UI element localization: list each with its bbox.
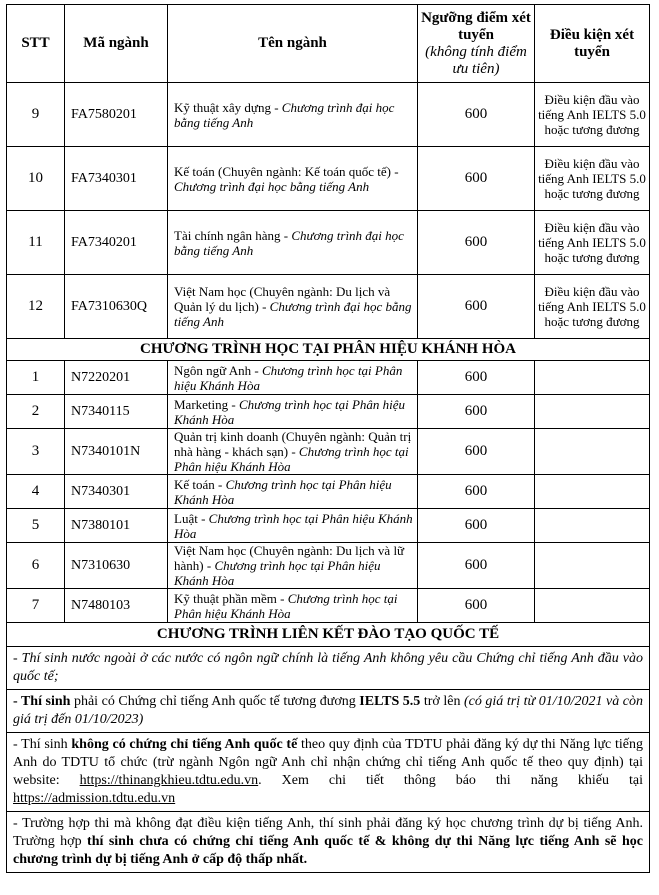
row-name	[168, 429, 418, 475]
header-condition: Điều kiện xét tuyển	[535, 5, 650, 83]
table-row	[7, 147, 650, 211]
table-row	[7, 211, 650, 275]
row-name-program: Chương trình đại học bằng tiếng Anh	[174, 99, 395, 130]
row-condition	[535, 361, 650, 395]
row-score: 600	[418, 475, 535, 509]
note-ielts-d: trở lên	[420, 694, 464, 709]
note-exam-c: theo quy định của TDTU phải đăng ký dự thi Năng lực tiếng Anh do TDTU tổ chức (trừ ngành Ngôn ngữ Anh chỉ nhận chứng chỉ tiếng Anh quốc tế theo quy định) tại website:	[13, 737, 643, 788]
row-name-text: Kỹ thuật xây dựng -	[174, 99, 282, 115]
row-code: FA7340301	[65, 147, 168, 211]
row-condition: Điều kiện đầu vào tiếng Anh IELTS 5.0 hoặc tương đương	[535, 211, 650, 275]
note-prep	[7, 812, 650, 873]
row-score: 600	[418, 509, 535, 543]
row-name	[168, 475, 418, 509]
notes-row-2	[7, 690, 650, 733]
row-name	[168, 543, 418, 589]
row-name-text: Việt Nam học (Chuyên ngành: Du lịch và Quản lý du lịch) -	[174, 284, 391, 314]
table-row	[7, 589, 650, 623]
row-stt: 1	[7, 361, 65, 395]
row-condition: Điều kiện đầu vào tiếng Anh IELTS 5.0 hoặc tương đương	[535, 147, 650, 211]
notes-row-1	[7, 647, 650, 690]
row-stt: 2	[7, 395, 65, 429]
row-code: N7480103	[65, 589, 168, 623]
row-score: 600	[418, 589, 535, 623]
table-row	[7, 275, 650, 339]
header-score-main: Ngưỡng điểm xét tuyển	[421, 9, 531, 43]
section-row-khanhhoa	[7, 339, 650, 361]
row-score: 600	[418, 83, 535, 147]
section-title-intl: CHƯƠNG TRÌNH LIÊN KẾT ĐÀO TẠO QUỐC TẾ	[7, 623, 650, 647]
note-ielts	[7, 690, 650, 733]
row-name-program: Chương trình học tại Phân hiệu Khánh Hòa	[174, 590, 398, 621]
row-name-program: Chương trình học tại Phân hiệu Khánh Hòa	[174, 558, 381, 588]
header-stt: STT	[7, 5, 65, 83]
row-condition	[535, 475, 650, 509]
row-stt: 6	[7, 543, 65, 589]
row-condition: Điều kiện đầu vào tiếng Anh IELTS 5.0 hoặc tương đương	[535, 275, 650, 339]
row-code: N7310630	[65, 543, 168, 589]
row-code: N7380101	[65, 509, 168, 543]
header-row	[7, 5, 650, 83]
row-score: 600	[418, 147, 535, 211]
row-condition	[535, 589, 650, 623]
table-row	[7, 543, 650, 589]
row-stt: 3	[7, 429, 65, 475]
row-name-text: Kỹ thuật phần mềm -	[174, 590, 288, 606]
row-condition	[535, 429, 650, 475]
header-score-note: (không tính điểm ưu tiên)	[425, 43, 527, 77]
row-score: 600	[418, 275, 535, 339]
row-condition: Điều kiện đầu vào tiếng Anh IELTS 5.0 hoặc tương đương	[535, 83, 650, 147]
note-exam-d: . Xem chi tiết thông báo thi năng khiếu tại	[258, 773, 643, 788]
row-score: 600	[418, 361, 535, 395]
link-thinangkhieu[interactable]: https://thinangkhieu.tdtu.edu.vn	[79, 773, 259, 788]
row-name-text: Ngôn ngữ Anh -	[174, 362, 262, 378]
row-code: FA7340201	[65, 211, 168, 275]
table-row	[7, 509, 650, 543]
row-name-program: Chương trình học tại Phân hiệu Khánh Hòa	[174, 396, 406, 427]
row-code: N7340101N	[65, 429, 168, 475]
section-row-intl	[7, 623, 650, 647]
khanhhoa-rows	[7, 361, 650, 623]
row-name	[168, 147, 418, 211]
table-row	[7, 83, 650, 147]
row-name-program: Chương trình đại học bằng tiếng Anh	[174, 299, 412, 329]
note-ielts-e: (có giá trị từ 01/10/2021 và còn giá trị đến 01/10/2023)	[13, 694, 643, 727]
note-ielts-a: - Thí sinh	[13, 694, 71, 709]
row-score: 600	[418, 543, 535, 589]
row-name	[168, 509, 418, 543]
table-row	[7, 429, 650, 475]
row-name-program: Chương trình học tại Phân hiệu Khánh Hòa	[174, 444, 409, 474]
header-name: Tên ngành	[168, 5, 418, 83]
row-name-text: Kế toán -	[174, 476, 226, 492]
note-prep-b: thí sinh chưa có chứng chỉ tiếng Anh quốc tế & không dự thi Năng lực tiếng Anh sẽ học chương trình dự bị tiếng Anh ở cấp độ thấp nhất.	[13, 834, 643, 867]
row-name-text: Quản trị kinh doanh (Chuyên ngành: Quản trị nhà hàng - khách sạn) -	[174, 429, 412, 459]
note-prep-a: - Trường hợp thi mà không đạt điều kiện tiếng Anh, thí sinh phải đăng ký học chương trình dự bị tiếng Anh. Trường hợp	[13, 816, 643, 849]
row-score: 600	[418, 211, 535, 275]
row-name	[168, 395, 418, 429]
row-stt: 9	[7, 83, 65, 147]
row-name-program: Chương trình đại học bằng tiếng Anh	[174, 227, 404, 258]
row-name-program: Chương trình học tại Phân hiệu Khánh Hòa	[174, 362, 403, 393]
row-name	[168, 361, 418, 395]
row-name-program: - Chương trình đại học bằng tiếng Anh	[174, 163, 399, 194]
row-stt: 5	[7, 509, 65, 543]
header-code: Mã ngành	[65, 5, 168, 83]
row-name-text: Luật -	[174, 510, 209, 526]
row-condition	[535, 395, 650, 429]
notes-row-4	[7, 812, 650, 873]
row-code: FA7310630Q	[65, 275, 168, 339]
row-stt: 7	[7, 589, 65, 623]
section-title-khanhhoa: CHƯƠNG TRÌNH HỌC TẠI PHÂN HIỆU KHÁNH HÒA	[7, 339, 650, 361]
row-stt: 4	[7, 475, 65, 509]
row-code: N7340301	[65, 475, 168, 509]
table-row	[7, 475, 650, 509]
link-admission[interactable]: https://admission.tdtu.edu.vn	[13, 791, 176, 806]
note-exam-a: - Thí sinh	[13, 737, 72, 752]
row-name-program: Chương trình học tại Phân hiệu Khánh Hòa	[174, 510, 413, 541]
row-name-program: Chương trình học tại Phân hiệu Khánh Hòa	[174, 476, 392, 507]
notes-row-3	[7, 733, 650, 812]
header-score	[418, 5, 535, 83]
row-name	[168, 83, 418, 147]
main-rows	[7, 83, 650, 339]
note-ielts-c: IELTS 5.5	[359, 694, 421, 709]
admission-table	[6, 4, 650, 873]
row-score: 600	[418, 395, 535, 429]
row-condition	[535, 543, 650, 589]
table-row	[7, 361, 650, 395]
note-ielts-b: phải có Chứng chỉ tiếng Anh quốc tế tương đương	[70, 694, 360, 709]
row-name	[168, 275, 418, 339]
row-stt: 12	[7, 275, 65, 339]
row-code: N7220201	[65, 361, 168, 395]
note-exam-b: không có chứng chỉ tiếng Anh quốc tế	[71, 737, 298, 752]
row-stt: 11	[7, 211, 65, 275]
row-name-text: Kế toán (Chuyên ngành: Kế toán quốc tế)	[174, 163, 395, 179]
row-name	[168, 589, 418, 623]
row-condition	[535, 509, 650, 543]
row-code: FA7580201	[65, 83, 168, 147]
row-name	[168, 211, 418, 275]
row-score: 600	[418, 429, 535, 475]
row-name-text: Tài chính ngân hàng -	[174, 227, 292, 243]
row-code: N7340115	[65, 395, 168, 429]
row-name-text: Việt Nam học (Chuyên ngành: Du lịch và lữ hành) -	[174, 543, 405, 573]
note-foreign: - Thí sinh nước ngoài ở các nước có ngôn ngữ chính là tiếng Anh không yêu cầu Chứng chỉ tiếng Anh đầu vào quốc tế;	[7, 647, 650, 690]
table-row	[7, 395, 650, 429]
note-exam	[7, 733, 650, 812]
row-name-text: Marketing -	[174, 396, 239, 412]
row-stt: 10	[7, 147, 65, 211]
